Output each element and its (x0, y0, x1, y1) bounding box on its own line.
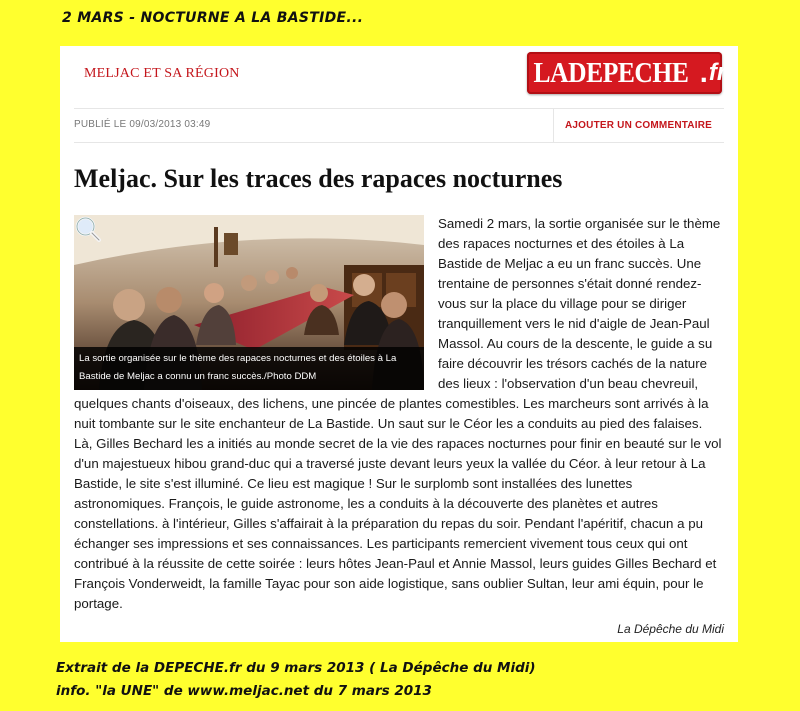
footer-info-note: info. "la UNE" de www.meljac.net du 7 mars 2013 (56, 683, 432, 699)
logo-wordmark: LADEPECHE (533, 56, 689, 89)
add-comment-button[interactable]: AJOUTER UN COMMENTAIRE (553, 108, 723, 142)
region-section-link[interactable]: MELJAC ET SA RÉGION (84, 66, 240, 81)
article-card (60, 46, 738, 642)
article-photo[interactable] (74, 215, 424, 390)
ladepeche-logo[interactable] (527, 52, 727, 94)
magnifier-icon[interactable] (74, 215, 102, 243)
logo-dot: . (699, 56, 708, 89)
footer-extract-note: Extrait de la DEPECHE.fr du 9 mars 2013 ( La Dépêche du Midi) (56, 660, 536, 676)
published-date: PUBLIÉ LE 09/03/2013 03:49 (74, 119, 211, 130)
article-text: Samedi 2 mars, la sortie organisée sur le thème des rapaces nocturnes et des étoiles à La Bastide de Meljac a eu un franc succès. Une trentaine de personnes s'était donné rendez-vous sur la place du village pour se diriger tranquillement vers le nid d'aigle de Jean-Paul Massol. Au cours de la descente, le guide a su faire découvrir les trésors cachés de la nature des lieux : l'observation d'un beau chevreuil, quelques chants d'oiseaux, des lichens, une pincée de plantes comestibles. Les marcheurs sont arrivés à la nuit tombante sur le site enchanteur de La Bastide. Un saut sur le Céor les a conduits au pied des falaises. Là, Gilles Bechard les a initiés au monde secret de la vie des rapaces nocturnes pour finir en beauté sur le vol d'un majestueux hibou grand-duc qui a traversé juste devant leurs yeux la vallée du Céor. à leur retour à La Bastide, le site s'est illuminé. Ce lieu est magique ! Sur le surplomb sont installées des lunettes astronomiques. François, le guide astronome, les a conduits à la découverte des planètes et autres constellations. à l'intérieur, Gilles s'affairait à la préparation du repas du soir. Pendant l'apéritif, chacun a pu échanger ses impressions et ses connaissances. Les participants remercient vivement tous ceux qui ont contribué à la réussite de cette soirée : leurs hôtes Jean-Paul et Annie Massol, leurs guides Gilles Bechard et François Vonderweidt, la famille Tayac pour son aide logistique, sans oublier Sultan, leur ami équin, pour le portage. (74, 216, 722, 611)
page-top-caption: 2 MARS - NOCTURNE A LA BASTIDE... (62, 10, 364, 26)
source-credit: La Dépêche du Midi (617, 622, 724, 636)
logo-suffix: fr (708, 59, 727, 86)
article-body (74, 214, 724, 614)
article-headline: Meljac. Sur les traces des rapaces nocturnes (74, 164, 563, 193)
photo-caption: La sortie organisée sur le thème des rapaces nocturnes et des étoiles à La Bastide de Meljac a connu un franc succès./Photo DDM (74, 347, 424, 390)
meta-divider (74, 142, 724, 143)
